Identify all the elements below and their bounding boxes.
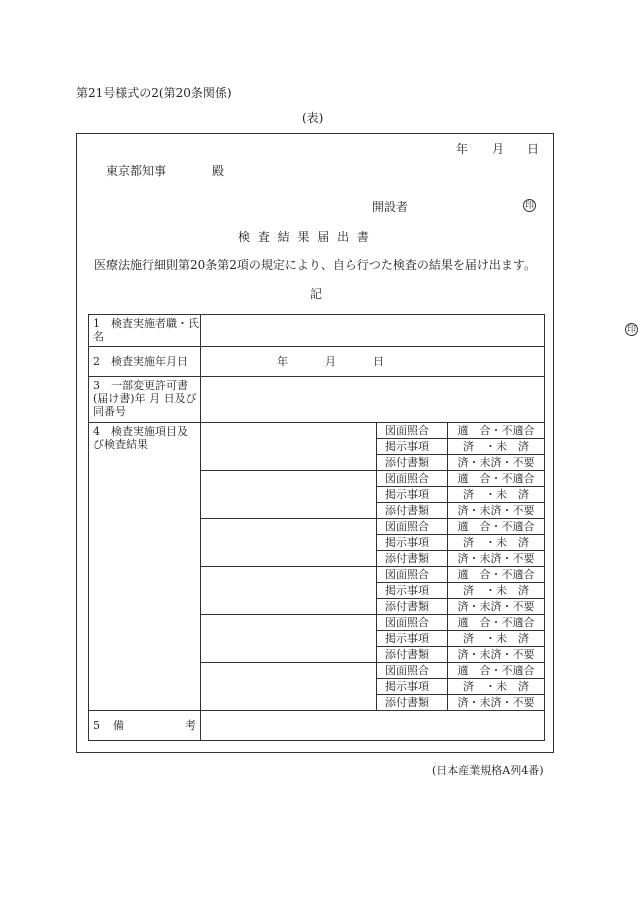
- check-label: 掲示事項: [377, 630, 447, 646]
- date-field-month: 月: [325, 355, 336, 368]
- remarks-number: 5: [93, 719, 100, 732]
- item-field-1[interactable]: [201, 423, 377, 471]
- check-label: 掲示事項: [377, 534, 447, 550]
- check-value[interactable]: 済・未済・不要: [448, 646, 544, 662]
- remarks-char-1: 備: [113, 719, 124, 732]
- document-title: 検 査 結 果 届 出 書: [238, 230, 371, 244]
- seal-icon: 印: [524, 201, 534, 211]
- body-text: 医療法施行細則第20条第2項の規定により、自ら行つた検査の結果を届け出ます。: [94, 258, 536, 272]
- seal-icon: 印: [626, 325, 636, 335]
- check-value[interactable]: 済・未済・不要: [448, 502, 544, 518]
- table-row: [89, 423, 545, 471]
- check-value[interactable]: 済・未済・不要: [448, 550, 544, 566]
- check-label: 図面照合: [385, 568, 429, 581]
- remarks-char-2: 考: [185, 719, 196, 732]
- check-label: 添付書類: [377, 502, 447, 518]
- check-value[interactable]: 適 合・不適合: [457, 664, 535, 677]
- check-value[interactable]: 適 合・不適合: [457, 520, 535, 533]
- check-label: 図面照合: [385, 520, 429, 533]
- addressee-title: 東京都知事: [106, 164, 167, 178]
- permit-field[interactable]: [201, 377, 545, 423]
- addressee-honorific: 殿: [212, 164, 225, 178]
- remarks-field[interactable]: [201, 711, 545, 741]
- item-field-6[interactable]: [201, 663, 377, 711]
- check-label: 図面照合: [385, 616, 429, 629]
- check-value[interactable]: 済 ・未 済: [448, 486, 544, 502]
- check-label: 添付書類: [377, 598, 447, 614]
- inspector-label: 1 検査実施者職・氏名: [89, 315, 201, 347]
- check-value[interactable]: 済 ・未 済: [448, 678, 544, 694]
- form-number: 第21号様式の2(第20条関係): [76, 86, 232, 100]
- date-field-year: 年: [277, 355, 288, 368]
- check-label: 図面照合: [385, 424, 429, 437]
- check-label: 添付書類: [377, 454, 447, 470]
- inspector-field[interactable]: [201, 315, 636, 347]
- check-label: 添付書類: [377, 550, 447, 566]
- date-field[interactable]: [201, 347, 545, 377]
- item-field-3[interactable]: [201, 519, 377, 567]
- check-label: 図面照合: [385, 664, 429, 677]
- check-label: 掲示事項: [377, 678, 447, 694]
- check-value[interactable]: 済・未済・不要: [448, 598, 544, 614]
- table-row: [89, 315, 545, 347]
- table-row: [89, 347, 545, 377]
- permit-label: 3 一部変更許可書(届け書)年 月 日及び同番号: [89, 377, 201, 423]
- date-label: 2 検査実施年月日: [89, 347, 201, 377]
- date-month: 月: [492, 142, 505, 156]
- date-field-day: 日: [373, 355, 384, 368]
- footer-note: (日本産業規格A列4番): [432, 764, 544, 777]
- date-year: 年: [456, 142, 469, 156]
- table-row: [89, 377, 545, 423]
- check-value[interactable]: 適 合・不適合: [457, 424, 535, 437]
- applicant-label: 開設者: [372, 200, 409, 214]
- check-label: 掲示事項: [377, 582, 447, 598]
- check-label: 図面照合: [385, 472, 429, 485]
- check-label: 掲示事項: [377, 486, 447, 502]
- check-value[interactable]: 済・未済・不要: [448, 694, 544, 710]
- table-row: [89, 711, 545, 741]
- check-value[interactable]: 適 合・不適合: [457, 472, 535, 485]
- check-label: 掲示事項: [377, 438, 447, 454]
- remarks-label: [89, 711, 201, 741]
- check-value[interactable]: 済 ・未 済: [448, 534, 544, 550]
- ki-label: 記: [310, 287, 323, 301]
- check-value[interactable]: 済・未済・不要: [448, 454, 544, 470]
- check-value[interactable]: 済 ・未 済: [448, 630, 544, 646]
- date-day: 日: [527, 142, 540, 156]
- check-value[interactable]: 済 ・未 済: [448, 582, 544, 598]
- item-field-5[interactable]: [201, 615, 377, 663]
- item-field-4[interactable]: [201, 567, 377, 615]
- check-value[interactable]: 適 合・不適合: [457, 616, 535, 629]
- check-value[interactable]: 適 合・不適合: [457, 568, 535, 581]
- item-field-2[interactable]: [201, 471, 377, 519]
- check-label: 添付書類: [377, 646, 447, 662]
- check-value[interactable]: 済 ・未 済: [448, 438, 544, 454]
- items-label: 4 検査実施項目及び検査結果: [89, 423, 201, 711]
- check-label: 添付書類: [377, 694, 447, 710]
- side-label: (表): [302, 111, 324, 125]
- inspection-table: [88, 314, 636, 741]
